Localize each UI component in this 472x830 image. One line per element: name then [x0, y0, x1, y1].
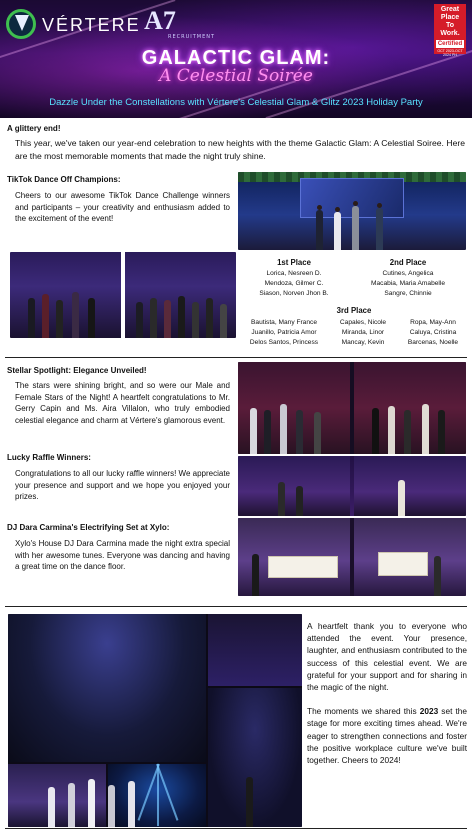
winner-name: Juanillo, Patricia Amor [251, 329, 317, 336]
person-figure [422, 404, 429, 454]
raffle-winner-photos-top [238, 456, 466, 516]
closing-paragraph-1: A heartfelt thank you to everyone who attended the event. Your presence, laughter, and enthusiasm contributed to the success of this celestial event. We are grateful for your support and for sharing in the magic of the night. [307, 621, 467, 693]
second-place-heading: 2nd Place [389, 258, 427, 267]
badge-line: Work. [440, 30, 460, 37]
person-figure [72, 292, 79, 338]
section-divider [5, 828, 467, 829]
person-figure [280, 404, 287, 454]
stars-of-the-night-photos [238, 362, 466, 454]
person-figure [164, 300, 171, 338]
person-figure [128, 781, 135, 827]
person-figure [398, 480, 405, 516]
brand-name: VÉRTERE [42, 15, 141, 35]
first-place-names [244, 269, 344, 299]
event-subtitle: A Celestial Soirée [159, 66, 313, 86]
event-tagline: Dazzle Under the Constellations with Vértere's Celestial Glam & Glitz 2023 Holiday Party [49, 97, 423, 108]
person-figure [88, 298, 95, 338]
winner-name: Mancay, Kevin [341, 339, 385, 346]
stellar-text: The stars were shining bright, and so were our Male and Female Stars of the Night! A heartfelt congratulations to Mr. Gerry Capin and Ms. Aira Villalon, who truly embodied celestial elegance and charm at Vértere's glamorous event. [15, 381, 230, 425]
person-figure [220, 304, 227, 338]
person-figure [296, 410, 303, 454]
person-figure [206, 298, 213, 338]
closing-year: 2023 [419, 706, 439, 717]
winner-name: Capales, Nicole [339, 319, 387, 326]
person-figure [48, 787, 55, 827]
person-figure [88, 779, 95, 827]
person-head [317, 205, 322, 210]
third-place-col2 [330, 318, 396, 348]
prize-check [378, 552, 428, 576]
winner-name: Lorica, Nesreen D. [266, 270, 322, 277]
person-figure [56, 300, 63, 338]
person-figure [252, 554, 259, 596]
winner-name: Bautista, Many France [251, 319, 317, 326]
person-figure [278, 482, 285, 516]
person-figure [434, 556, 441, 596]
first-place-heading: 1st Place [277, 258, 311, 267]
light-beam [157, 764, 159, 826]
person-figure [352, 206, 359, 250]
a7-logo: A7 [144, 6, 176, 35]
event-title: GALACTIC GLAM: [141, 47, 331, 69]
closing-text: The moments we shared this [307, 706, 420, 717]
third-place-heading: 3rd Place [336, 306, 372, 315]
badge-certified: Certified [437, 41, 463, 47]
section-divider [5, 357, 467, 358]
badge-line: Place [440, 14, 460, 21]
badge-line: Great [440, 6, 460, 13]
person-figure [42, 294, 49, 338]
tiktok-text: Cheers to our awesome TikTok Dance Challenge winners and participants – your creativity and enthusiasm added to the excitement of the event! [15, 191, 230, 223]
person-figure [108, 785, 115, 827]
winner-name: Macabia, Maria Amabelle [370, 280, 446, 287]
badge-dates: OCT 2023-OCT 2024 PH [437, 49, 463, 57]
person-figure [296, 486, 303, 516]
winner-name: Miranda, Linor [341, 329, 385, 336]
tiktok-heading: TikTok Dance Off Champions: [7, 175, 121, 184]
stellar-heading: Stellar Spotlight: Elegance Unveiled! [7, 366, 147, 375]
person-figure [388, 406, 395, 454]
party-collage-photos [8, 614, 302, 827]
photo-panel [238, 456, 350, 516]
person-head [353, 201, 358, 206]
person-figure [136, 302, 143, 338]
winner-name: Sangre, Chinnie [384, 290, 432, 297]
person-head [335, 207, 340, 212]
closing-paragraph-2 [307, 705, 467, 766]
person-figure [68, 783, 75, 827]
winner-name: Delos Santos, Princess [249, 339, 319, 346]
crowd-photo [8, 614, 206, 762]
person-figure [178, 296, 185, 338]
badge-line: To [445, 22, 455, 29]
person-figure [372, 408, 379, 454]
third-place-col1 [240, 318, 328, 348]
photo-panel [354, 456, 466, 516]
closing-message [307, 620, 467, 766]
winner-name: Siason, Norven Jhon B. [259, 290, 329, 297]
person-figure [334, 212, 341, 250]
winner-name: Mendoza, Gilmer C. [264, 280, 324, 287]
person-figure [150, 298, 157, 338]
person-figure [314, 412, 321, 454]
header-banner [0, 0, 472, 118]
second-place-names [358, 269, 458, 299]
person-figure [246, 777, 253, 827]
section-divider [5, 606, 467, 607]
dance-floor-photo [208, 614, 302, 686]
person-figure [192, 302, 199, 338]
intro-heading: A glittery end! [7, 124, 61, 133]
raffle-winner-photos-bottom [238, 518, 466, 596]
person-figure [28, 298, 35, 338]
person-figure [316, 210, 323, 250]
third-place-col3 [398, 318, 468, 348]
winner-name: Ropa, May-Ann [410, 319, 456, 326]
winner-name: Caluya, Cristina [409, 329, 457, 336]
raffle-heading: Lucky Raffle Winners: [7, 453, 91, 462]
person-figure [250, 408, 257, 454]
person-head [377, 203, 382, 208]
vertere-logo-icon [6, 9, 36, 39]
a7-logo-subtitle: RECRUITMENT [168, 34, 216, 40]
dj-photo [208, 688, 302, 827]
intro-text: This year, we've taken our year-end celebration to new heights with the theme Galactic Glam: A Celestial Soiree. Here are the most memorable moments that made the night truly shine. [15, 138, 465, 161]
winner-name: Barcenas, Noelle [407, 339, 459, 346]
dance-group-photos [10, 252, 236, 338]
prize-check [268, 556, 338, 578]
tiktok-winners-photo [238, 172, 466, 250]
dj-text: Xylo's House DJ Dara Carmina made the night extra special with her awesome tunes. Everyone was dancing and having a great time on the dance floor. [15, 539, 230, 571]
person-figure [438, 410, 445, 454]
winner-name: Cutines, Angelica [382, 270, 434, 277]
photo-divider [121, 252, 125, 338]
raffle-text: Congratulations to all our lucky raffle winners! We appreciate your presence and support and we hope you enjoyed your prizes. [15, 469, 230, 501]
person-figure [404, 410, 411, 454]
closing-text: set the stage for more exciting times ahead. We're eager to strengthen connections and foster the positive workplace culture we've built together. Cheers to 2024! [307, 706, 467, 766]
person-figure [376, 208, 383, 250]
dj-heading: DJ Dara Carmina's Electrifying Set at Xylo: [7, 523, 170, 532]
person-figure [264, 410, 271, 454]
